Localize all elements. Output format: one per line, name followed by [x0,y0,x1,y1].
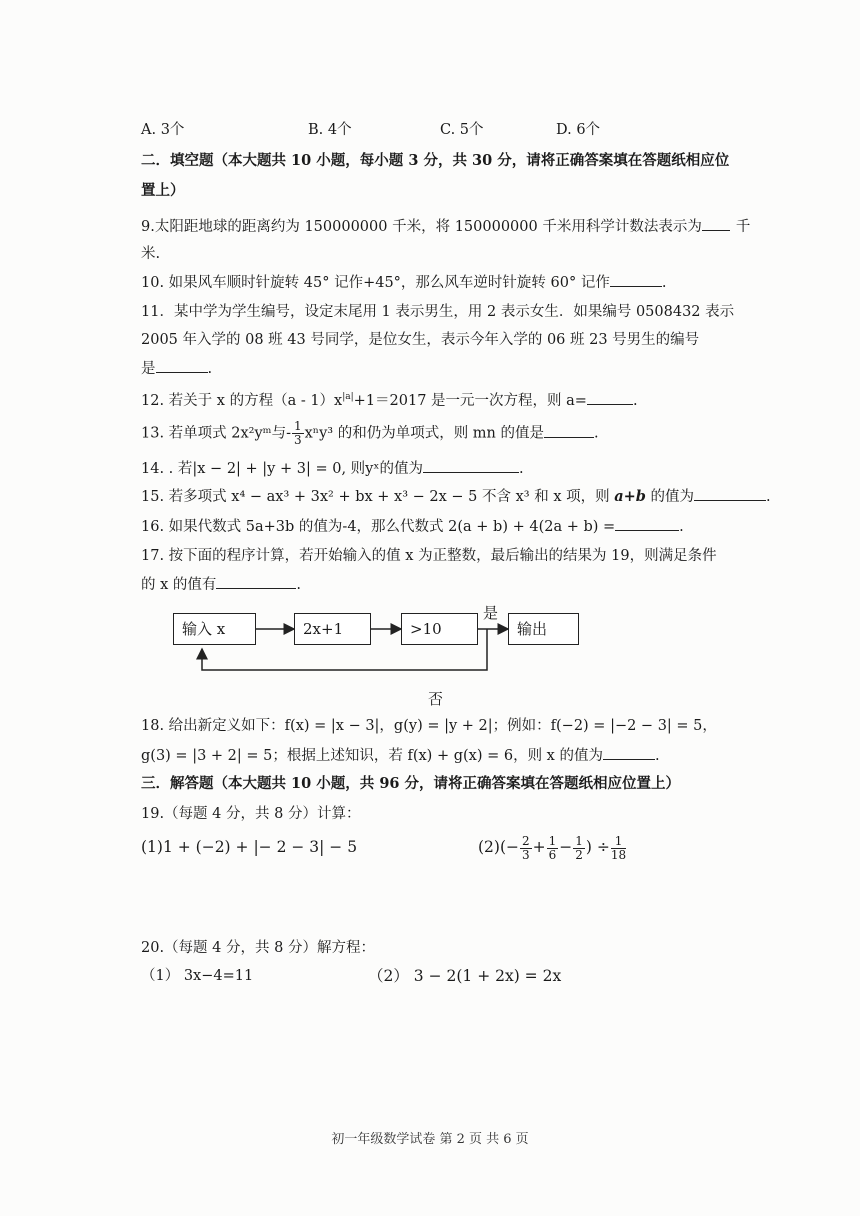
q19-frac1 [520,835,532,862]
q20-part1: （1） 3x−4=11 [141,968,254,984]
option-c: C. 5个 [440,122,484,138]
q14: 14. . 若|x − 2| + |y + 3| = 0, 则yˣ的值为 . [141,458,524,479]
q13-den: 3 [293,433,302,447]
q19-part1: (1)1 + (−2) + |− 2 − 3| − 5 [141,838,358,856]
q11-line2: 2005 年入学的 08 班 43 号同学，是位女生，表示今年入学的 06 班 23 号男生的编号 [141,332,700,348]
q10-text: 10. 如果风车顺时针旋转 45° 记作+45°，那么风车逆时针旋转 60° 记作 [141,275,610,291]
q20-title: 20.（每题 4 分，共 8 分）解方程： [141,940,375,956]
q11-line3: 是 . [141,358,212,379]
q19-f4-den: 18 [610,847,627,862]
q19-part2: (2)(− $\frac{2}{3}$ + $\frac{1}{6}$ − $\frac{1}{2}$ ) ÷ $\frac{1}{18}$ [478,833,627,862]
q19-f3-den: 2 [575,847,583,862]
q15: 15. 若多项式 x⁴ − ax³ + 3x² + bx + x³ − 2x − 5 不含 x³ 和 x 项，则 a+b 的值为 . [141,488,771,505]
q12-pre: 12. 若关于 x 的方程（a - 1）x [141,392,343,409]
q10: 10. 如果风车顺时针旋转 45° 记作+45°，那么风车逆时针旋转 60° 记作 . [141,272,666,293]
q19-frac2 [547,835,559,862]
flow-output-box: 输出 [508,613,579,645]
flow-yes-label: 是 [483,604,499,622]
option-b: B. 4个 [308,122,352,138]
q9-text: 9.太阳距地球的距离约为 150000000 千米，将 150000000 千米用科学计数法表示为 [141,219,702,235]
q19-frac4 [611,835,626,862]
q18-text: g(3) = |3 + 2| = 5；根据上述知识，若 f(x) + g(x) = 6，则 x 的值为 [141,748,603,764]
section2-title: 二．填空题（本大题共 10 小题，每小题 3 分，共 30 分，请将正确答案填在答题纸相应位 [141,152,730,169]
q20-part2: （2） 3 − 2(1 + 2x) = 2x [368,967,562,985]
q11-line1: 11．某中学为学生编号，设定末尾用 1 表示男生，用 2 表示女生．如果编号 0508432 表示 [141,304,735,320]
q19-f3-num: 1 [575,833,583,848]
section3-title: 三．解答题（本大题共 10 小题，共 96 分，请将正确答案填在答题纸相应位置上） [141,775,681,792]
q19-f1-den: 3 [522,847,530,862]
q11-text: 是 [141,361,156,377]
q13: 13. 若单项式 2x²yᵐ与- $\frac{1}{3}$ xⁿy³ 的和仍为单项式，则 mn 的值是 . [141,419,599,447]
q16: 16. 如果代数式 5a+3b 的值为-4，那么代数式 2(a + b) + 4(2a + b) = . [141,516,684,537]
q12-post: +1＝2017 是一元一次方程，则 a= [353,392,587,409]
q19-title: 19.（每题 4 分，共 8 分）计算： [141,806,361,822]
q13-num: 1 [293,419,302,433]
flow-op-box: 2x+1 [294,613,371,645]
section2-title-cont: 置上） [141,182,185,199]
q13-mid: xⁿy³ 的和仍为单项式，则 mn 的值是 [304,425,544,442]
q15-pre: 15. 若多项式 x⁴ − ax³ + 3x² + bx + x³ − 2x − 5 不含 x³ 和 x 项，则 [141,489,610,505]
flow-input-box: 输入 x [173,613,256,645]
q19-f2-num: 1 [548,833,557,848]
q17-line2: 的 x 的值有 . [141,574,301,595]
q19-f1-num: 2 [522,833,530,848]
flow-no-label: 否 [428,690,444,708]
q18-line1: 18. 给出新定义如下：f(x) = |x − 3|，g(y) = |y + 2|；例如：f(−2) = |−2 − 3| = 5， [141,718,717,734]
q19-frac3 [573,835,585,862]
flow-cond-box: >10 [401,613,478,645]
q17-text: 的 x 的值有 [141,577,217,593]
option-d: D. 6个 [556,122,601,138]
q12-sup: |a| [342,392,354,402]
q16-text: 16. 如果代数式 5a+3b 的值为-4，那么代数式 2(a + b) + 4(2a + b) = [141,519,616,535]
q15-post: 的值为 [650,489,695,505]
option-a: A. 3个 [141,122,185,138]
q17-line1: 17. 按下面的程序计算，若开始输入的值 x 为正整数，最后输出的结果为 19，则满足条件 [141,548,717,564]
q18-blank [603,745,655,760]
q9-unit: 千 [735,219,751,235]
q12: 12. 若关于 x 的方程$(a - 1)x^{|a|}+1=2017$ 是一元一次方程，则 a= . [141,387,638,411]
q19-p2-pre: (2)(− [478,838,519,856]
q18-line2: g(3) = |3 + 2| = 5；根据上述知识，若 f(x) + g(x) = 6，则 x 的值为 . [141,745,660,766]
page-footer: 初一年级数学试卷 第 2 页 共 6 页 [331,1132,529,1147]
q15-ab: a+b [614,488,646,505]
q9-line2: 米. [141,246,161,262]
q14-text: 14. . 若|x − 2| + |y + 3| = 0, 则yˣ的值为 [141,461,423,477]
q13-pre: 13. 若单项式 2x²yᵐ与- [141,425,291,442]
q19-f4-num: 1 [611,835,626,849]
q19-f2-den: 6 [548,847,557,862]
